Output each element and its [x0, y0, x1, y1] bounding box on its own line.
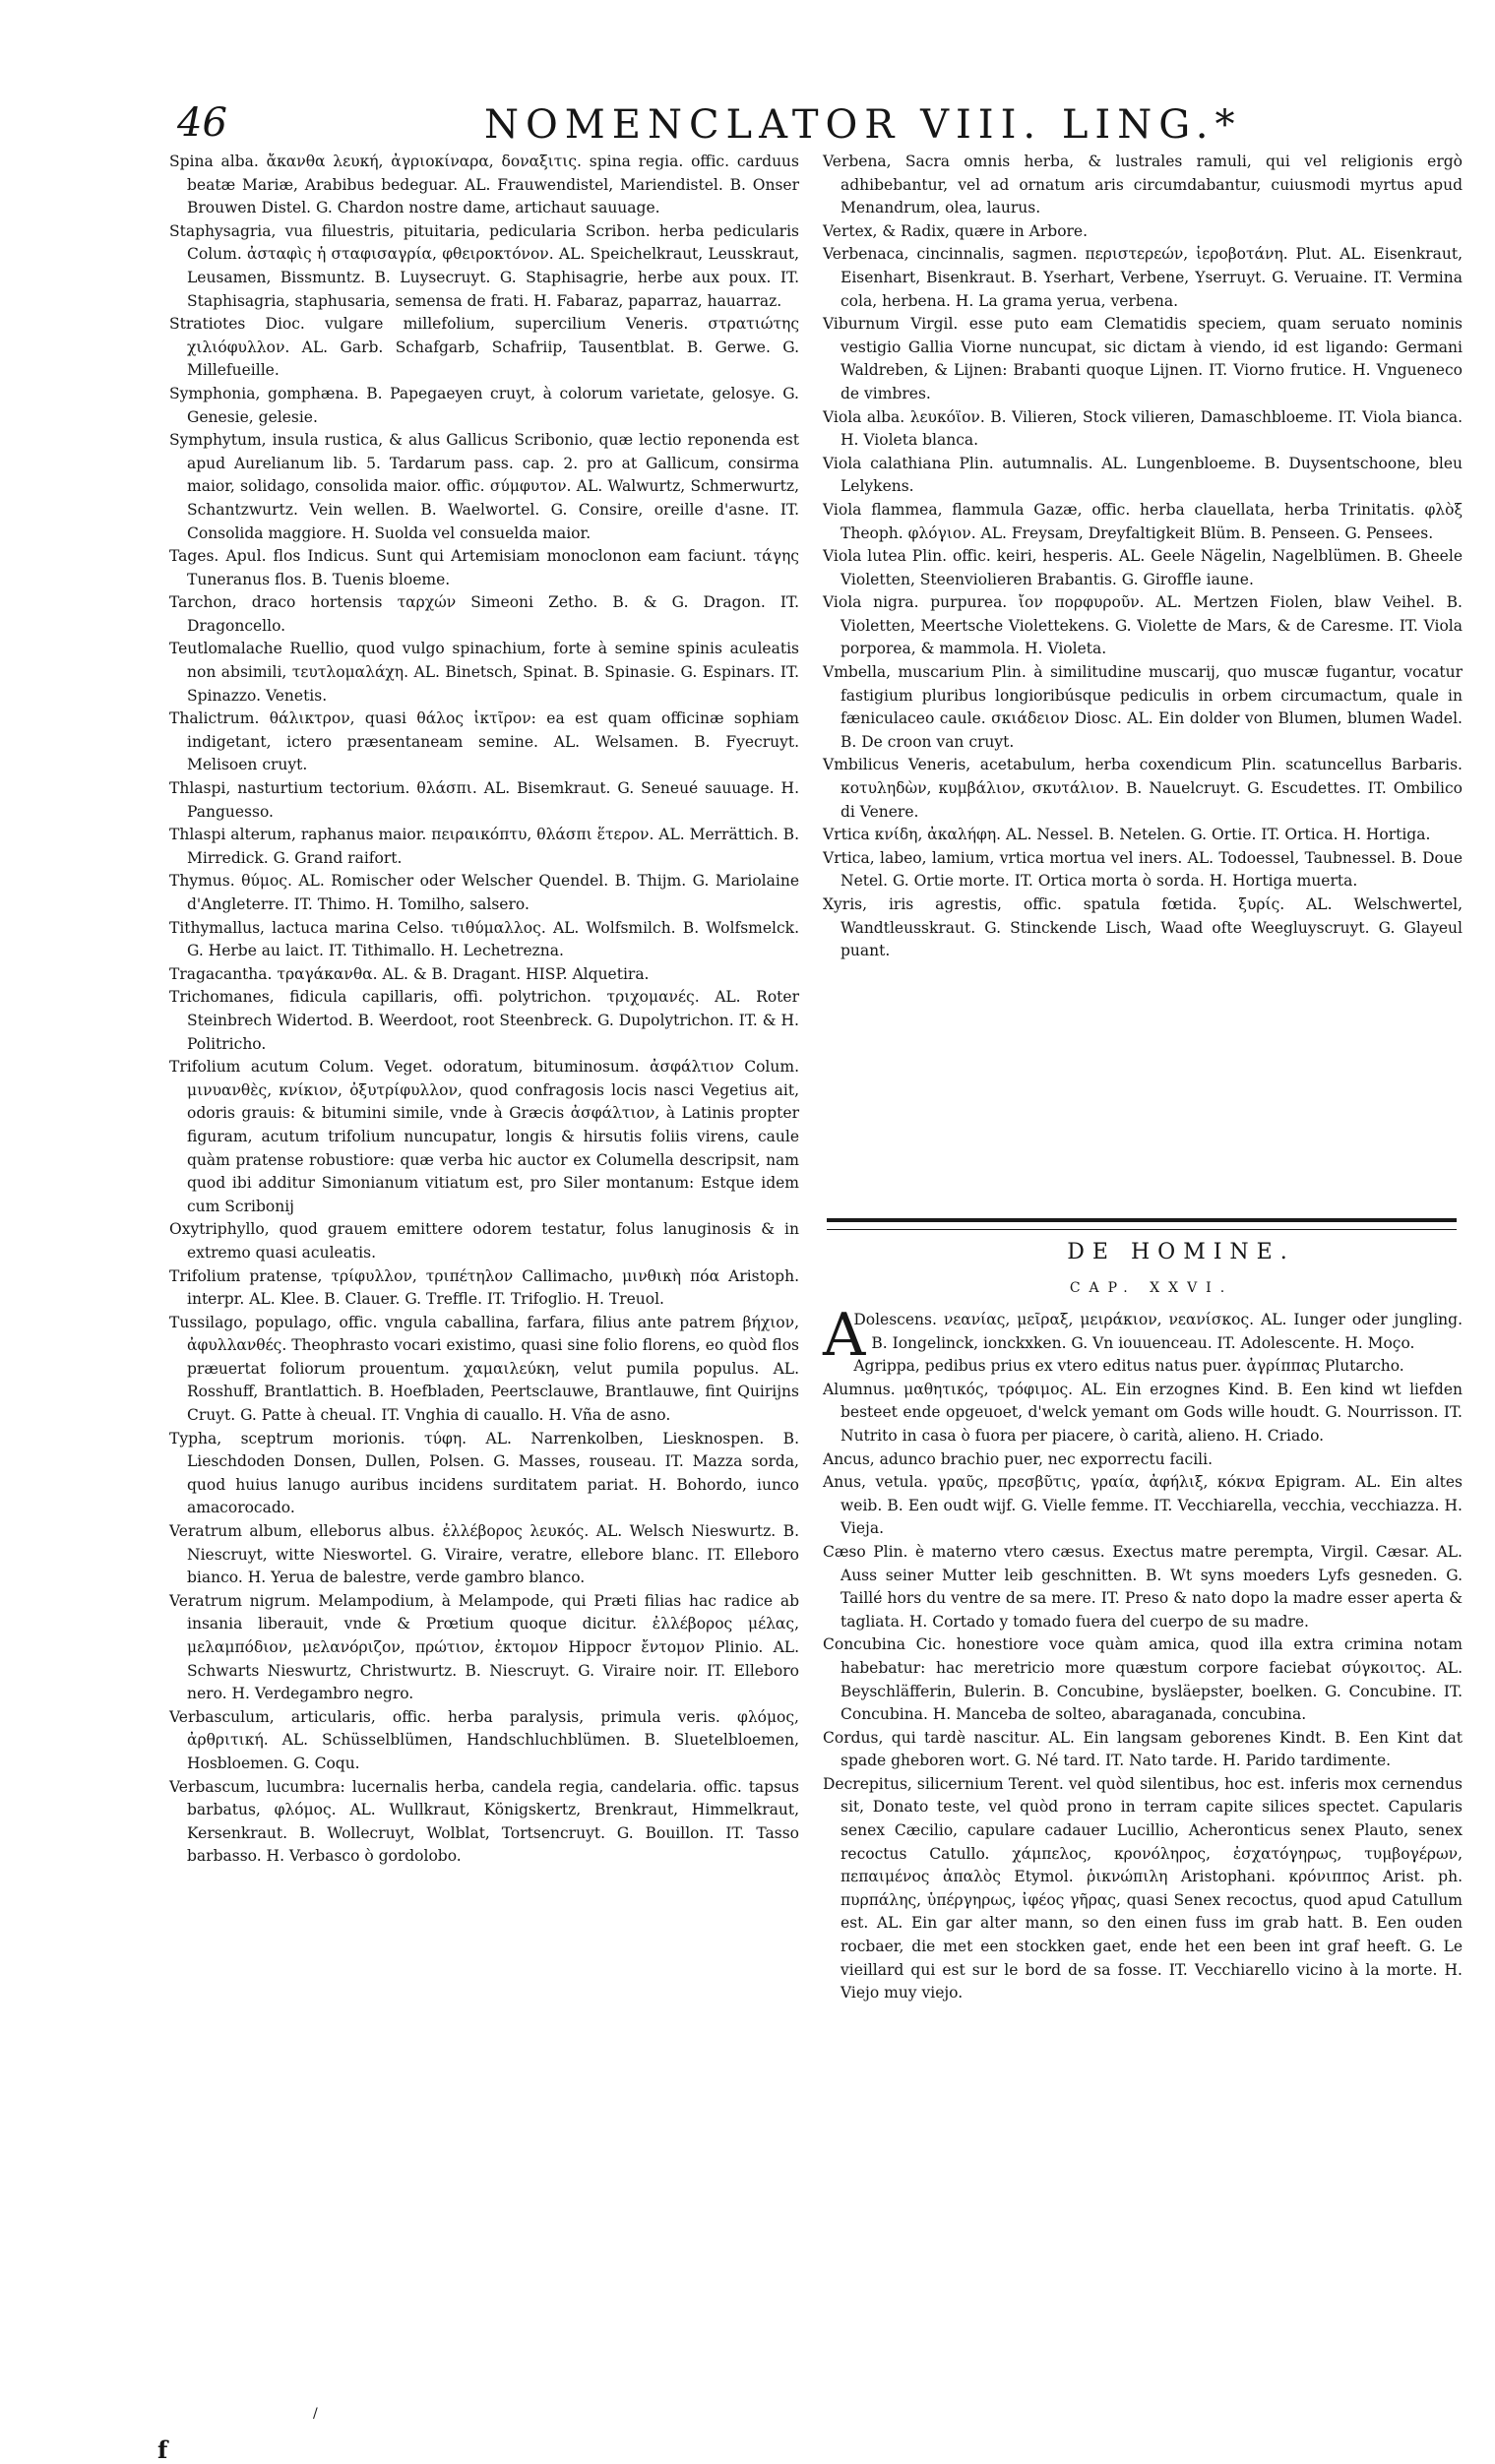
homine-entry: Decrepitus, silicernium Terent. vel quòd silentibus, hoc est. inferis mox cernendus sit, Donato teste, vel quòd prono in terram capite silices spectet. Capularis senex Cæcilio, capulare cadauer Lucillio, Acheronticus senex Plauto, senex recoctus Catullo. χάμπελος, κρονόληρος, ἐσχατόγηρως, τυμβογέρων, πεπαιμένος ἀπαλὸς Etymol. ῥικνώπιλη Aristophani. κρόνιππος Arist. ph. πυρπάλης, ὑπέργηρως, ἰφέος γῆρας, quasi Senex recoctus, quod apud Catullum est. AL. Ein gar alter mann, so den einen fuss im grab hatt. B. Een ouden rocbaer, die met een stockken gaet, ende het een been int graf heeft. G. Le vieillard qui est sur le bord de sa fosse. IT. Vecchiarello vicino à la morte. H. Viejo muy viejo. — [823, 1774, 1463, 2002]
dictionary-entry: Symphytum, insula rustica, & alus Gallicus Scribonio, quæ lectio reponenda est apud Aurelianum lib. 5. Tardarum pass. cap. 2. pro at Gallicum, consirma maior, solidago, consolida maior. offic. σύμφυτον. AL. Walwurtz, Schmerwurtz, Schantzwurtz. Vein wellen. B. Waelwortel. G. Consire, oreille d'asne. IT. Consolida maggiore. H. Suolda vel consuelda maior. — [169, 431, 799, 542]
homine-entry: Concubina Cic. honestiore voce quàm amica, quod illa extra crimina notam habebatur: hac meretricio more quæstum corpore faciebat σύγκοιτος. AL. Beyschläfferin, Bulerin. B. Concubine, bysläepster, boelken. G. Concubine. IT. Concubina. H. Manceba de solteo, abaraganada, concubina. — [823, 1635, 1463, 1724]
dictionary-entry: Oxytriphyllo, quod grauem emittere odorem testatur, folus lanuginosis & in extremo quasi aculeatis. — [169, 1220, 799, 1262]
dictionary-entry: Trichomanes, fidicula capillaris, offi. polytrichon. τριχομανές. AL. Roter Steinbrech Widertod. B. Weerdoot, root Steenbreck. G. Dupolytrichon. IT. & H. Politricho. — [169, 988, 799, 1053]
dictionary-entry: Viola nigra. purpurea. ἴον πορφυροῦν. AL. Mertzen Fiolen, blaw Veihel. B. Violetten, Meertsche Violettekens. G. Violette de Mars, & de Caresme. IT. Viola porporea, & mammola. H. Violeta. — [823, 593, 1463, 658]
dictionary-entry: Viburnum Virgil. esse puto eam Clematidis speciem, quam seruato nominis vestigio Gallia Viorne nuncupat, sic dictam à viendo, id est ligando: Germani Waldreben, & Lijnen: Brabanti quoque Lijnen. IT. Viorno frutice. H. Vngueneco de vimbres. — [823, 315, 1463, 402]
dictionary-entry: Thymus. θύμος. AL. Romischer oder Welscher Quendel. B. Thijm. G. Mariolaine d'Angleterre. IT. Thimo. H. Tomilho, salsero. — [169, 872, 799, 913]
dictionary-entry: Vmbella, muscarium Plin. à similitudine muscarij, quo muscæ fugantur, vocatur fastigium pluribus longioribúsque pediculis in orbem circumactum, quale in fæniculaceo caule. σκιάδειον Diosc. AL. Ein dolder von Blumen, blumen Wadel. B. De croon van cruyt. — [823, 663, 1463, 751]
dictionary-entry: Viola flammea, flammula Gazæ, offic. herba clauellata, herba Trinitatis. φλὸξ Theoph. φλόγιον. AL. Freysam, Dreyfaltigkeit Blüm. B. Penseen. G. Pensees. — [823, 500, 1463, 542]
dictionary-entry: Viola lutea Plin. offic. keiri, hesperis. AL. Geele Nägelin, Nagelblümen. B. Gheele Violetten, Steenviolieren Brabantis. G. Giroffle iaune. — [823, 547, 1463, 588]
section-rule-thick — [827, 1218, 1457, 1222]
homine-column — [823, 1301, 1463, 2005]
homine-entry: Alumnus. μαθητικός, τρόφιμος. AL. Ein erzognes Kind. B. Een kind wt liefden besteet ende opgeuoet, d'welck yemant om Gods wille houdt. G. Nourrisson. IT. Nutrito in casa ò fuora per piacere, ò carità, alieno. H. Criado. — [823, 1380, 1463, 1445]
dictionary-entry: Spina alba. ἄκανθα λευκή, ἀγριοκίναρα, δοναξιτις. spina regia. offic. carduus beatæ Mariæ, Arabibus bedeguar. AL. Frauwendistel, Mariendistel. B. Onser Brouwen Distel. G. Chardon nostre dame, artichaut sauuage. — [169, 153, 799, 217]
dictionary-entry: Veratrum album, elleborus albus. ἐλλέβορος λευκός. AL. Welsch Nieswurtz. B. Niescruyt, witte Nieswortel. G. Viraire, veratre, ellebore blanc. IT. Elleboro bianco. H. Yerua de balestre, verde gambro blanco. — [169, 1522, 799, 1587]
dictionary-entry: Tithymallus, lactuca marina Celso. τιθύμαλλος. AL. Wolfsmilch. B. Wolfsmelck. G. Herbe au laict. IT. Tithimallo. H. Lechetrezna. — [169, 918, 799, 960]
dictionary-entry: Viola alba. λευκόϊον. B. Vilieren, Stock vilieren, Damaschbloeme. IT. Viola bianca. H. Violeta blanca. — [823, 407, 1463, 450]
dictionary-entry: Verbascum, lucumbra: lucernalis herba, candela regia, candelaria. offic. tapsus barbatus, φλόμος. AL. Wullkraut, Königskertz, Brenkraut, Himmelkraut, Kersenkraut. B. Wollecruyt, Wolblat, Tortsencruyt. G. Bouillon. IT. Tasso barbasso. H. Verbasco ò gordolobo. — [169, 1777, 799, 1866]
running-head: NOMENCLATOR VIII. LING.* — [484, 102, 1242, 148]
dictionary-entry: Vrtica, labeo, lamium, vrtica mortua vel iners. AL. Todoessel, Taubnessel. B. Doue Netel. G. Ortie morte. IT. Ortica morta ò sorda. H. Hortiga muerta. — [823, 848, 1463, 891]
left-column — [169, 151, 799, 1869]
dictionary-entry: Verbasculum, articularis, offic. herba paralysis, primula veris. φλόμος, ἀρθριτική. AL. Schüsselblümen, Handschluchblümen. B. Sluetelbloemen, Hosbloemen. G. Coqu. — [169, 1707, 799, 1772]
stray-mark: / — [313, 2406, 318, 2422]
dictionary-entry: Tarchon, draco hortensis ταρχών Simeoni Zetho. B. & G. Dragon. IT. Dragoncello. — [169, 593, 799, 635]
homine-entry: Cæso Plin. è materno vtero cæsus. Exectus matre perempta, Virgil. Cæsar. AL. Auss seiner Mutter leib geschnitten. B. Wt syns moeders Lyfs gesneden. G. Taillé hors du ventre de sa mere. IT. Preso & nato dopo la madre esser aperta & tagliata. H. Cortado y tomado fuera del cuerpo de su madre. — [823, 1542, 1463, 1631]
dictionary-entry: Stratiotes Dioc. vulgare millefolium, supercilium Veneris. στρατιώτης χιλιόφυλλον. AL. Garb. Schafgarb, Schafriip, Tausentblat. B. Gerwe. G. Millefueille. — [169, 315, 799, 380]
dictionary-entry: Thalictrum. θάλικτρον, quasi θάλος ἰκτῖρον: ea est quam officinæ sophiam indigetant, ictero præsentaneam semine. AL. Welsamen. B. Fyecruyt. Melisoen cruyt. — [169, 709, 799, 774]
section-title: DE HOMINE. — [1067, 1240, 1295, 1264]
chapter-heading: CAP. XXVI. — [1069, 1280, 1234, 1296]
dictionary-entry: Tussilago, populago, offic. vngula caballina, farfara, filius ante patrem βήχιον, ἀφυλλανθές. Theophrasto vocari existimo, quasi sine folio florens, eo quòd flos præuertat foliorum prouentum. χαμαιλεύκη, velut pumila populus. AL. Rosshuff, Brantlattich. B. Hoefbladen, Peertsclauwe, Brantlauwe, fint Quirijns Cruyt. G. Patte à cheual. IT. Vnghia di cauallo. H. Vña de asno. — [169, 1313, 799, 1425]
dictionary-entry: Thlaspi alterum, raphanus maior. πειραικόπτυ, θλάσπι ἕτερον. AL. Merrättich. B. Mirredick. G. Grand raifort. — [169, 826, 799, 867]
dictionary-entry: Trifolium pratense, τρίφυλλον, τριπέτηλον Callimacho, μινθικὴ πόα Aristoph. interpr. AL. Klee. B. Clauer. G. Treffle. IT. Trifoglio. H. Treuol. — [169, 1266, 799, 1309]
homine-first-text: Dolescens. νεανίας, μεῖραξ, μειράκιον, νεανίσκος. AL. Iunger oder jungling. B. Iongelinck, ionckxken. G. Vn iouuenceau. IT. Adolescente. H. Moço. — [853, 1311, 1463, 1352]
page-edge-fragment: f — [157, 2435, 168, 2464]
dictionary-entry: Viola calathiana Plin. autumnalis. AL. Lungenbloeme. B. Duysentschoone, bleu Lelykens. — [823, 454, 1463, 496]
dictionary-entry: Symphonia, gomphæna. B. Papegaeyen cruyt, à colorum varietate, gelosye. G. Genesie, gelesie. — [169, 384, 799, 426]
dictionary-entry: Tages. Apul. flos Indicus. Sunt qui Artemisiam monoclonon eam faciunt. τάγης Tuneranus flos. B. Tuenis bloeme. — [169, 547, 799, 588]
dictionary-entry: Verbena, Sacra omnis herba, & lustrales ramuli, qui vel religionis ergò adhibebantur, vel ad ornatum aris circumdabantur, cuiusmodi myrtus apud Menandrum, olea, laurus. — [823, 153, 1463, 217]
homine-entry: Anus, vetula. γραῦς, πρεσβῦτις, γραία, ἀφήλιξ, κόκνα Epigram. AL. Ein altes weib. B. Een oudt wijf. G. Vielle femme. IT. Vecchiarella, vecchia, vecchiazza. H. Vieja. — [823, 1473, 1463, 1538]
homine-entry: Agrippa, pedibus prius ex vtero editus natus puer. ἀγρίππας Plutarcho. — [853, 1357, 1404, 1376]
drop-cap: A — [823, 1301, 866, 1370]
section-rule-thin — [827, 1229, 1457, 1230]
page-number: 46 — [177, 100, 227, 146]
page-header — [157, 94, 1486, 154]
homine-entry: Ancus, adunco brachio puer, nec exporrectu facili. — [823, 1449, 1214, 1468]
homine-entry: Cordus, qui tardè nascitur. AL. Ein langsam geborenes Kindt. B. Een Kint dat spade gheboren wort. G. Né tard. IT. Nato tarde. H. Parido tardimente. — [823, 1728, 1463, 1770]
dictionary-entry: Vertex, & Radix, quære in Arbore. — [823, 221, 1089, 240]
dictionary-entry: Teutlomalache Ruellio, quod vulgo spinachium, forte à semine spinis aculeatis non absimili, τευτλομαλάχη. AL. Binetsch, Spinat. B. Spinasie. G. Espinars. IT. Spinazzo. Venetis. — [169, 640, 799, 705]
dictionary-entry: Vmbilicus Veneris, acetabulum, herba coxendicum Plin. scatuncellus Barbaris. κοτυληδὼν, κυμβάλιον, σκυτάλιον. B. Nauelcruyt. G. Escudettes. IT. Ombilico di Venere. — [823, 756, 1463, 821]
dictionary-entry: Trifolium acutum Colum. Veget. odoratum, bituminosum. ἀσφάλτιον Colum. μινυανθὲς, κνίκιον, ὀξυτρίφυλλον, quod confragosis locis nasci Vegetius ait, odoris grauis: & bitumini simile, vnde à Græcis ἀσφάλτιον, à Latinis propter figuram, acutum trifolium nuncupatur, longis & hirsutis foliis virens, caule quàm pratense robustiore: quæ verba hic auctor ex Columella descripsit, nam quod ibi additur Simonianum vitiatum est, pro Siler montanum: Estque idem cum Scribonij — [169, 1058, 799, 1215]
right-column — [823, 151, 1463, 963]
dictionary-entry: Thlaspi, nasturtium tectorium. θλάσπι. AL. Bisemkraut. G. Seneué sauuage. H. Panguesso. — [169, 779, 799, 821]
dictionary-entry: Xyris, iris agrestis, offic. spatula fœtida. ξυρίς. AL. Welschwertel, Wandtleusskraut. G. Stinckende Lisch, Waad ofte Weegluyscruyt. G. Glayeul puant. — [823, 895, 1463, 960]
dictionary-entry: Tragacantha. τραγάκανθα. AL. & B. Dragant. HISP. Alquetira. — [169, 964, 650, 983]
dictionary-entry: Veratrum nigrum. Melampodium, à Melampode, qui Præti filias hac radice ab insania liberauit, vnde & Prœtium quoque dicitur. ἐλλέβορος μέλας, μελαμπόδιον, μελανόριζον, πρώτιον, ἐκτομον Hippocr ἔντομον Plinio. AL. Schwarts Nieswurtz, Christwurtz. B. Niescruyt. G. Viraire noir. IT. Elleboro nero. H. Verdegambro negro. — [169, 1591, 799, 1703]
dictionary-entry: Typha, sceptrum morionis. τύφη. AL. Narrenkolben, Liesknospen. B. Lieschdoden Donsen, Dullen, Polsen. G. Masses, rouseau. IT. Mazza sorda, quod huius lanugo auribus incidens surditatem pariat. H. Bohordo, iunco amacorocado. — [169, 1429, 799, 1517]
dictionary-entry: Staphysagria, vua filuestris, pituitaria, pedicularia Scribon. herba pedicularis Colum. ἀσταφὶς ἡ σταφισαγρία, φθειροκτόνον. AL. Speichelkraut, Leusskraut, Leusamen, Bissmuntz. B. Luysecruyt. G. Staphisagrie, herbe aux poux. IT. Staphisagria, staphusaria, semensa de frati. H. Fabaraz, paparraz, hauarraz. — [169, 221, 799, 310]
dictionary-entry: Vrtica κνίδη, ἀκαλήφη. AL. Nessel. B. Netelen. G. Ortie. IT. Ortica. H. Hortiga. — [823, 826, 1431, 844]
dictionary-entry: Verbenaca, cincinnalis, sagmen. περιστερεών, ἱεροβοτάνη. Plut. AL. Eisenkraut, Eisenhart, Bisenkraut. B. Yserhart, Verbene, Yserruyt. G. Veruaine. IT. Vermina cola, herbena. H. La grama yerua, verbena. — [823, 245, 1463, 310]
